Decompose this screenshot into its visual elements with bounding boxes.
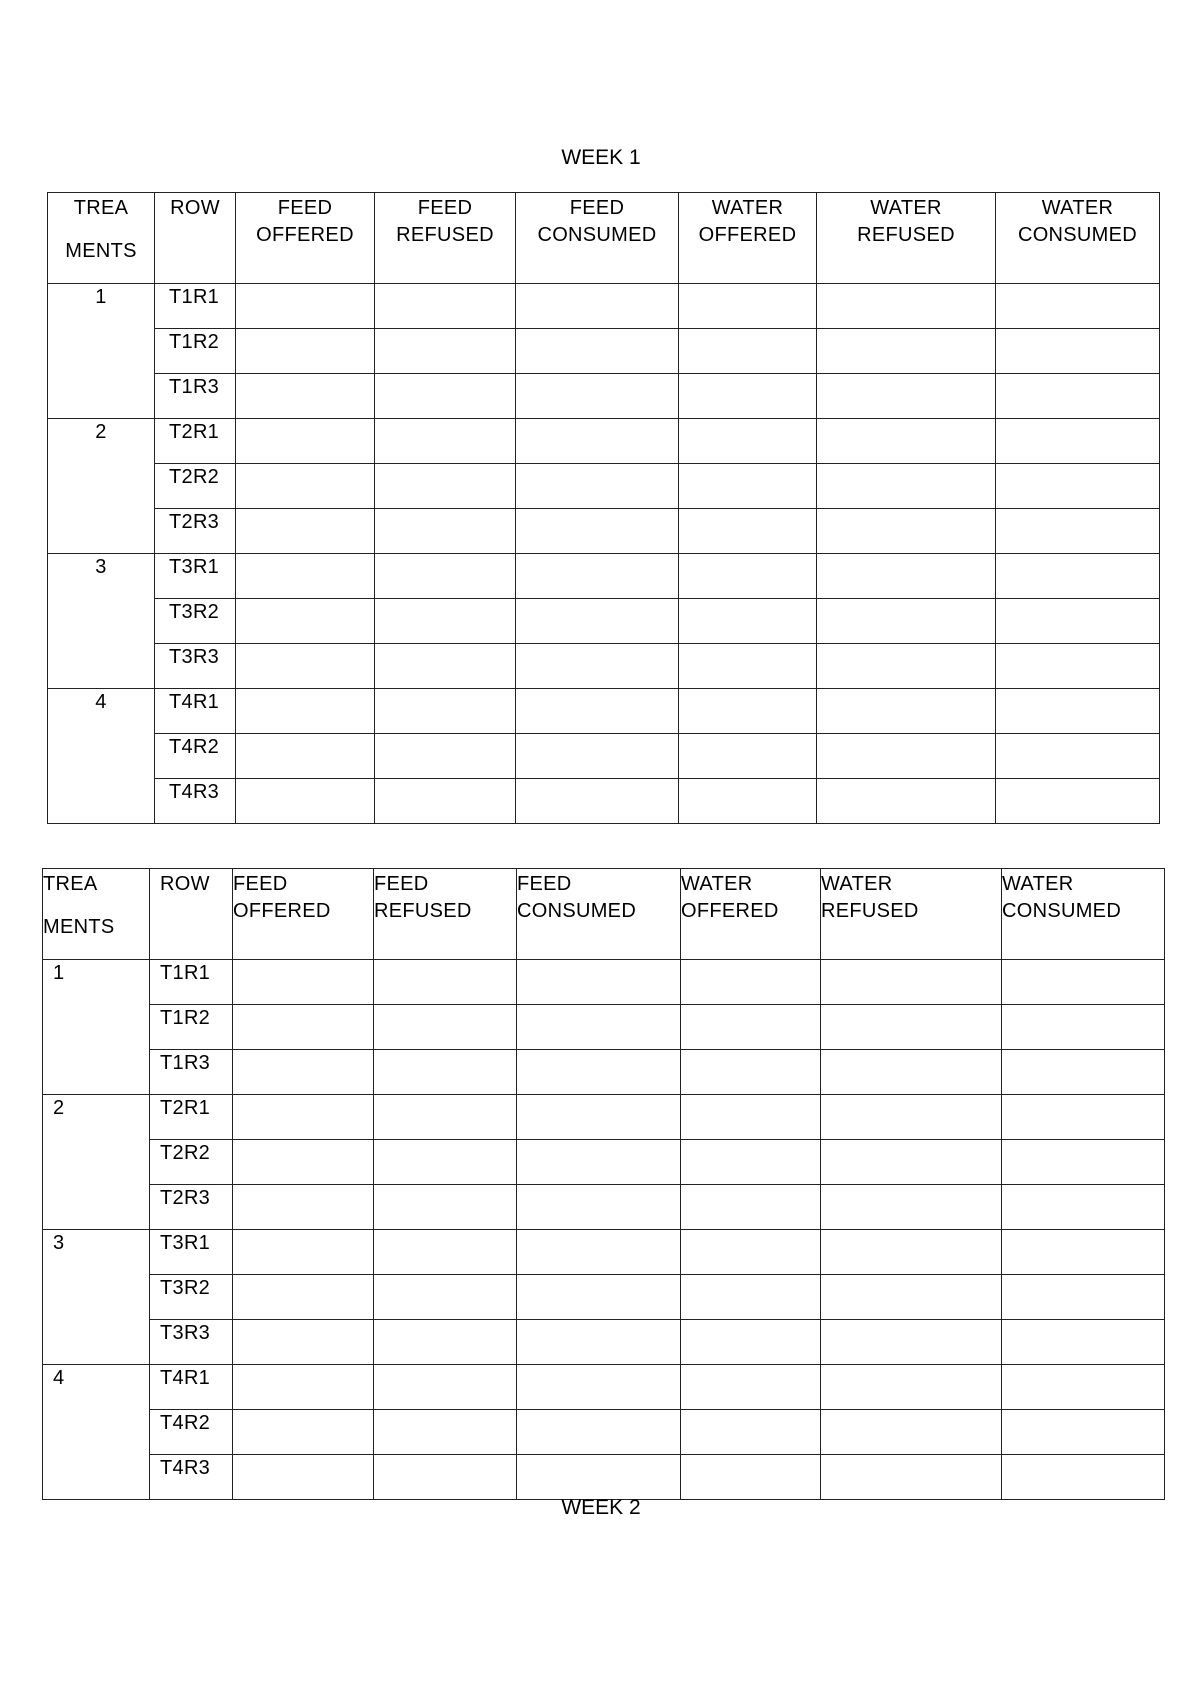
water-refused-cell[interactable] [821, 1410, 1002, 1455]
header-treatments-line1: TREA [43, 873, 98, 895]
feed-refused-cell[interactable] [375, 374, 516, 419]
feed-consumed-cell[interactable] [517, 1320, 681, 1365]
feed-refused-cell[interactable] [374, 1140, 517, 1185]
water-refused-cell[interactable] [821, 1230, 1002, 1275]
feed-consumed-cell[interactable] [517, 1005, 681, 1050]
header-water-offered: WATER OFFERED [681, 869, 821, 960]
water-offered-cell[interactable] [681, 1410, 821, 1455]
row-label: T3R3 [150, 1320, 233, 1365]
feed-refused-cell[interactable] [374, 1275, 517, 1320]
feed-refused-cell[interactable] [375, 779, 516, 824]
feed-refused-cell[interactable] [374, 1365, 517, 1410]
water-offered-cell[interactable] [679, 689, 817, 734]
feed-refused-cell[interactable] [374, 1230, 517, 1275]
water-refused-cell[interactable] [821, 1140, 1002, 1185]
header-row-label: ROW [150, 869, 233, 960]
feed-consumed-cell[interactable] [516, 329, 679, 374]
water-consumed-cell[interactable] [996, 779, 1160, 824]
row-label: T1R1 [150, 960, 233, 1005]
water-refused-cell[interactable] [817, 779, 996, 824]
water-consumed-cell[interactable] [996, 734, 1160, 779]
feed-consumed-cell[interactable] [516, 644, 679, 689]
table-row [48, 599, 1160, 644]
table-row [43, 1455, 1165, 1500]
feed-offered-cell[interactable] [236, 644, 375, 689]
feed-refused-cell[interactable] [374, 1185, 517, 1230]
feed-consumed-cell[interactable] [516, 419, 679, 464]
table-row [48, 734, 1160, 779]
water-offered-cell[interactable] [679, 644, 817, 689]
feed-consumed-cell[interactable] [517, 1095, 681, 1140]
table-row [43, 1275, 1165, 1320]
treatment-cell: 3 [43, 1230, 150, 1365]
treatment-cell: 1 [48, 284, 155, 419]
feed-refused-cell[interactable] [375, 689, 516, 734]
feed-offered-cell[interactable] [236, 689, 375, 734]
water-offered-cell[interactable] [681, 1365, 821, 1410]
water-offered-cell[interactable] [681, 1005, 821, 1050]
feed-offered-cell[interactable] [236, 419, 375, 464]
water-refused-cell[interactable] [821, 1185, 1002, 1230]
feed-refused-cell[interactable] [374, 1455, 517, 1500]
feed-refused-cell[interactable] [375, 509, 516, 554]
header-water-consumed: WATER CONSUMED [996, 193, 1160, 284]
water-refused-cell[interactable] [817, 284, 996, 329]
feed-refused-cell[interactable] [374, 1050, 517, 1095]
water-consumed-cell[interactable] [1002, 1230, 1165, 1275]
table-row [48, 419, 1160, 464]
feed-refused-cell[interactable] [375, 554, 516, 599]
feed-consumed-cell[interactable] [517, 1410, 681, 1455]
row-label: T3R2 [150, 1275, 233, 1320]
feed-refused-cell[interactable] [375, 644, 516, 689]
water-refused-cell[interactable] [817, 644, 996, 689]
header-feed-offered: FEED OFFERED [233, 869, 374, 960]
row-label: T2R1 [150, 1095, 233, 1140]
treatment-cell: 2 [48, 419, 155, 554]
row-label: T3R1 [155, 554, 236, 599]
treatment-cell: 4 [48, 689, 155, 824]
week-1-title: WEEK 1 [561, 146, 641, 169]
water-offered-cell[interactable] [679, 779, 817, 824]
row-label: T4R3 [155, 779, 236, 824]
row-label: T2R2 [150, 1140, 233, 1185]
header-treatments [43, 869, 150, 960]
water-offered-cell[interactable] [681, 1455, 821, 1500]
week-2-title: WEEK 2 [561, 1496, 641, 1519]
water-consumed-cell[interactable] [996, 464, 1160, 509]
water-consumed-cell[interactable] [996, 509, 1160, 554]
feed-refused-cell[interactable] [374, 1095, 517, 1140]
row-label: T2R3 [150, 1185, 233, 1230]
feed-consumed-cell[interactable] [516, 374, 679, 419]
water-offered-cell[interactable] [679, 284, 817, 329]
water-offered-cell[interactable] [679, 734, 817, 779]
feed-offered-cell[interactable] [236, 509, 375, 554]
feed-consumed-cell[interactable] [516, 464, 679, 509]
feed-offered-cell[interactable] [236, 554, 375, 599]
water-consumed-cell[interactable] [1002, 1320, 1165, 1365]
table-row [43, 1320, 1165, 1365]
feed-refused-cell[interactable] [375, 464, 516, 509]
feed-consumed-cell[interactable] [517, 1050, 681, 1095]
row-label: T3R1 [150, 1230, 233, 1275]
feed-consumed-cell[interactable] [517, 1230, 681, 1275]
feed-offered-cell[interactable] [233, 1455, 374, 1500]
feed-offered-cell[interactable] [233, 960, 374, 1005]
feed-refused-cell[interactable] [375, 329, 516, 374]
feed-consumed-cell[interactable] [516, 509, 679, 554]
water-consumed-cell[interactable] [996, 374, 1160, 419]
week-2-table [42, 868, 1165, 1500]
water-offered-cell[interactable] [679, 599, 817, 644]
feed-consumed-cell[interactable] [517, 960, 681, 1005]
table-row [43, 1410, 1165, 1455]
water-refused-cell[interactable] [817, 599, 996, 644]
feed-consumed-cell[interactable] [516, 599, 679, 644]
water-consumed-cell[interactable] [996, 284, 1160, 329]
feed-consumed-cell[interactable] [517, 1455, 681, 1500]
row-label: T1R3 [155, 374, 236, 419]
water-refused-cell[interactable] [821, 1275, 1002, 1320]
water-offered-cell[interactable] [679, 374, 817, 419]
water-offered-cell[interactable] [681, 960, 821, 1005]
water-refused-cell[interactable] [817, 554, 996, 599]
water-consumed-cell[interactable] [996, 599, 1160, 644]
water-consumed-cell[interactable] [1002, 1005, 1165, 1050]
feed-refused-cell[interactable] [374, 1410, 517, 1455]
water-consumed-cell[interactable] [996, 644, 1160, 689]
table-row [48, 509, 1160, 554]
header-treatments-line2: MENTS [43, 916, 115, 938]
water-consumed-cell[interactable] [1002, 1410, 1165, 1455]
feed-consumed-cell[interactable] [516, 689, 679, 734]
header-row [43, 869, 1165, 960]
row-label: T1R2 [155, 329, 236, 374]
water-offered-cell[interactable] [681, 1230, 821, 1275]
row-label: T4R3 [150, 1455, 233, 1500]
feed-refused-cell[interactable] [375, 599, 516, 644]
water-offered-cell[interactable] [679, 464, 817, 509]
header-treatments-line2: MENTS [65, 240, 137, 262]
treatment-cell: 1 [43, 960, 150, 1095]
feed-offered-cell[interactable] [233, 1050, 374, 1095]
treatment-cell: 3 [48, 554, 155, 689]
feed-offered-cell[interactable] [233, 1410, 374, 1455]
row-label: T2R1 [155, 419, 236, 464]
water-refused-cell[interactable] [821, 1455, 1002, 1500]
feed-offered-cell[interactable] [236, 599, 375, 644]
table-row [43, 1185, 1165, 1230]
water-refused-cell[interactable] [817, 419, 996, 464]
header-row-label: ROW [155, 193, 236, 284]
table-row [43, 1365, 1165, 1410]
water-offered-cell[interactable] [681, 1095, 821, 1140]
feed-consumed-cell[interactable] [517, 1275, 681, 1320]
water-consumed-cell[interactable] [1002, 960, 1165, 1005]
water-refused-cell[interactable] [821, 1050, 1002, 1095]
header-water-refused: WATER REFUSED [817, 193, 996, 284]
water-consumed-cell[interactable] [996, 329, 1160, 374]
table-row [48, 284, 1160, 329]
water-refused-cell[interactable] [821, 1320, 1002, 1365]
header-feed-consumed: FEED CONSUMED [517, 869, 681, 960]
row-label: T3R3 [155, 644, 236, 689]
row-label: T2R2 [155, 464, 236, 509]
water-consumed-cell[interactable] [1002, 1050, 1165, 1095]
header-feed-offered: FEED OFFERED [236, 193, 375, 284]
feed-offered-cell[interactable] [233, 1320, 374, 1365]
water-refused-cell[interactable] [817, 464, 996, 509]
feed-offered-cell[interactable] [233, 1275, 374, 1320]
table-row [43, 1230, 1165, 1275]
water-refused-cell[interactable] [821, 1365, 1002, 1410]
table-row [43, 960, 1165, 1005]
header-water-refused: WATER REFUSED [821, 869, 1002, 960]
water-consumed-cell[interactable] [1002, 1455, 1165, 1500]
feed-consumed-cell[interactable] [517, 1140, 681, 1185]
table-row [48, 779, 1160, 824]
week-1-table [47, 192, 1160, 824]
water-refused-cell[interactable] [817, 374, 996, 419]
table-row [43, 1140, 1165, 1185]
header-feed-refused: FEED REFUSED [374, 869, 517, 960]
feed-offered-cell[interactable] [233, 1365, 374, 1410]
table-row [43, 1095, 1165, 1140]
feed-offered-cell[interactable] [233, 1185, 374, 1230]
water-offered-cell[interactable] [679, 554, 817, 599]
feed-offered-cell[interactable] [236, 329, 375, 374]
water-consumed-cell[interactable] [996, 689, 1160, 734]
feed-refused-cell[interactable] [375, 734, 516, 779]
table-row [48, 374, 1160, 419]
water-offered-cell[interactable] [681, 1320, 821, 1365]
feed-offered-cell[interactable] [236, 374, 375, 419]
water-consumed-cell[interactable] [1002, 1140, 1165, 1185]
header-feed-refused: FEED REFUSED [375, 193, 516, 284]
row-label: T1R1 [155, 284, 236, 329]
feed-consumed-cell[interactable] [516, 284, 679, 329]
water-offered-cell[interactable] [679, 419, 817, 464]
table-row [43, 1005, 1165, 1050]
header-treatments [48, 193, 155, 284]
water-refused-cell[interactable] [821, 960, 1002, 1005]
feed-refused-cell[interactable] [374, 1005, 517, 1050]
feed-offered-cell[interactable] [233, 1005, 374, 1050]
water-refused-cell[interactable] [817, 509, 996, 554]
header-water-offered: WATER OFFERED [679, 193, 817, 284]
feed-offered-cell[interactable] [233, 1230, 374, 1275]
water-refused-cell[interactable] [817, 329, 996, 374]
row-label: T4R1 [155, 689, 236, 734]
water-offered-cell[interactable] [679, 329, 817, 374]
feed-offered-cell[interactable] [236, 734, 375, 779]
feed-consumed-cell[interactable] [516, 554, 679, 599]
feed-consumed-cell[interactable] [516, 779, 679, 824]
feed-refused-cell[interactable] [374, 1320, 517, 1365]
treatment-cell: 2 [43, 1095, 150, 1230]
water-refused-cell[interactable] [817, 734, 996, 779]
feed-refused-cell[interactable] [375, 284, 516, 329]
water-refused-cell[interactable] [821, 1095, 1002, 1140]
water-refused-cell[interactable] [821, 1005, 1002, 1050]
water-consumed-cell[interactable] [996, 419, 1160, 464]
water-offered-cell[interactable] [679, 509, 817, 554]
row-label: T4R2 [155, 734, 236, 779]
table-row [48, 689, 1160, 734]
row-label: T4R2 [150, 1410, 233, 1455]
feed-consumed-cell[interactable] [517, 1185, 681, 1230]
feed-offered-cell[interactable] [236, 779, 375, 824]
water-offered-cell[interactable] [681, 1140, 821, 1185]
table-row [48, 329, 1160, 374]
water-offered-cell[interactable] [681, 1185, 821, 1230]
feed-offered-cell[interactable] [236, 284, 375, 329]
header-treatments-line1: TREA [73, 197, 129, 219]
water-consumed-cell[interactable] [1002, 1185, 1165, 1230]
water-consumed-cell[interactable] [1002, 1275, 1165, 1320]
row-label: T4R1 [150, 1365, 233, 1410]
row-label: T1R3 [150, 1050, 233, 1095]
water-offered-cell[interactable] [681, 1050, 821, 1095]
treatment-cell: 4 [43, 1365, 150, 1500]
water-refused-cell[interactable] [817, 689, 996, 734]
header-feed-consumed: FEED CONSUMED [516, 193, 679, 284]
table-row [48, 554, 1160, 599]
feed-consumed-cell[interactable] [516, 734, 679, 779]
feed-consumed-cell[interactable] [517, 1365, 681, 1410]
water-consumed-cell[interactable] [1002, 1095, 1165, 1140]
feed-refused-cell[interactable] [374, 960, 517, 1005]
water-consumed-cell[interactable] [996, 554, 1160, 599]
feed-offered-cell[interactable] [233, 1140, 374, 1185]
feed-offered-cell[interactable] [236, 464, 375, 509]
table-row [48, 464, 1160, 509]
table-row [43, 1050, 1165, 1095]
header-water-consumed: WATER CONSUMED [1002, 869, 1165, 960]
feed-refused-cell[interactable] [375, 419, 516, 464]
water-offered-cell[interactable] [681, 1275, 821, 1320]
water-consumed-cell[interactable] [1002, 1365, 1165, 1410]
row-label: T1R2 [150, 1005, 233, 1050]
feed-offered-cell[interactable] [233, 1095, 374, 1140]
table-row [48, 644, 1160, 689]
row-label: T3R2 [155, 599, 236, 644]
row-label: T2R3 [155, 509, 236, 554]
header-row [48, 193, 1160, 284]
